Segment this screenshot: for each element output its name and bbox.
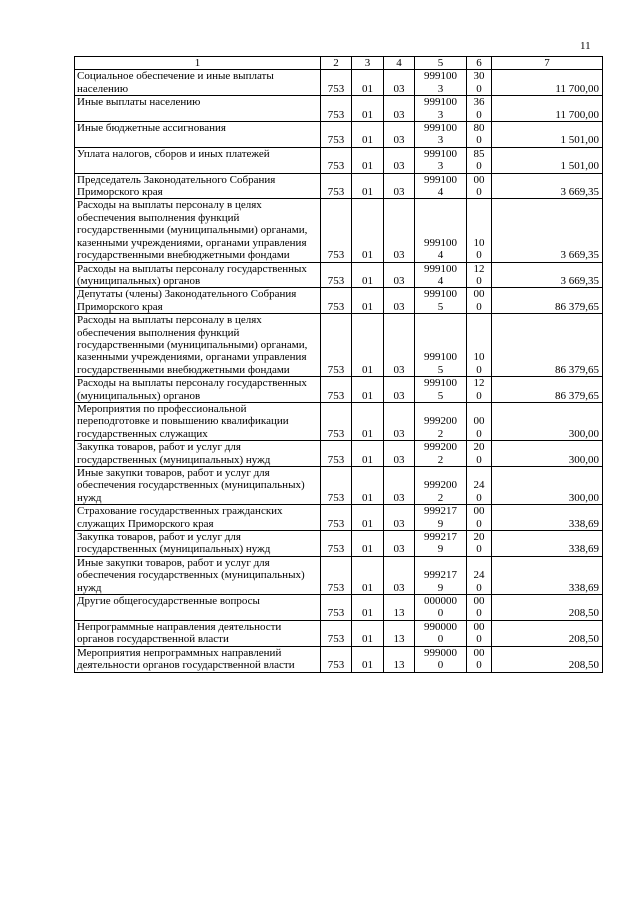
row-name: Уплата налогов, сборов и иных платежей [75,147,321,173]
row-amount: 300,00 [492,441,603,467]
header-col-1: 1 [75,57,321,70]
row-target-article-code: 999200 2 [415,441,467,467]
row-target-article-code: 000000 0 [415,595,467,621]
row-section-code: 01 [352,314,384,377]
row-amount: 86 379,65 [492,377,603,403]
row-target-article-code: 999000 0 [415,646,467,672]
row-subsection-code: 03 [384,556,415,594]
table-row [75,288,603,314]
row-subsection-code: 03 [384,531,415,557]
row-amount: 338,69 [492,505,603,531]
row-name: Непрограммные направления деятельности органов государственной власти [75,620,321,646]
row-expense-type-code: 85 0 [467,147,492,173]
row-expense-type-code: 36 0 [467,96,492,122]
table-row [75,96,603,122]
row-expense-type-code: 00 0 [467,646,492,672]
row-chapter-code: 753 [321,441,352,467]
row-amount: 1 501,00 [492,147,603,173]
row-amount: 338,69 [492,531,603,557]
row-expense-type-code: 24 0 [467,556,492,594]
row-expense-type-code: 00 0 [467,505,492,531]
row-amount: 208,50 [492,620,603,646]
row-target-article-code: 999100 3 [415,96,467,122]
row-subsection-code: 03 [384,441,415,467]
row-amount: 3 669,35 [492,262,603,288]
row-section-code: 01 [352,595,384,621]
row-section-code: 01 [352,556,384,594]
page-number: 11 [580,40,591,52]
row-name: Мероприятия по профессиональной переподготовке и повышению квалификации государственных служащих [75,402,321,440]
row-target-article-code: 999100 4 [415,262,467,288]
row-amount: 208,50 [492,646,603,672]
row-expense-type-code: 80 0 [467,122,492,148]
row-amount: 86 379,65 [492,314,603,377]
row-name: Иные закупки товаров, работ и услуг для обеспечения государственных (муниципальных) нужд [75,467,321,505]
row-amount: 208,50 [492,595,603,621]
row-amount: 11 700,00 [492,70,603,96]
table-header-row [75,57,603,70]
row-target-article-code: 999100 3 [415,122,467,148]
row-section-code: 01 [352,173,384,199]
row-target-article-code: 999100 3 [415,147,467,173]
row-chapter-code: 753 [321,199,352,262]
row-subsection-code: 03 [384,262,415,288]
row-subsection-code: 03 [384,314,415,377]
row-amount: 300,00 [492,402,603,440]
table-row [75,620,603,646]
row-expense-type-code: 00 0 [467,173,492,199]
row-chapter-code: 753 [321,122,352,148]
row-expense-type-code: 12 0 [467,262,492,288]
row-subsection-code: 03 [384,70,415,96]
row-section-code: 01 [352,122,384,148]
row-section-code: 01 [352,402,384,440]
table-row [75,122,603,148]
row-subsection-code: 03 [384,173,415,199]
row-target-article-code: 999100 4 [415,199,467,262]
header-col-7: 7 [492,57,603,70]
header-col-5: 5 [415,57,467,70]
row-subsection-code: 03 [384,122,415,148]
table-row [75,147,603,173]
row-chapter-code: 753 [321,505,352,531]
row-section-code: 01 [352,288,384,314]
row-name: Председатель Законодательного Собрания Приморского края [75,173,321,199]
table-row [75,199,603,262]
row-chapter-code: 753 [321,147,352,173]
table-row [75,70,603,96]
row-section-code: 01 [352,620,384,646]
row-amount: 338,69 [492,556,603,594]
table-row [75,314,603,377]
header-col-3: 3 [352,57,384,70]
row-chapter-code: 753 [321,288,352,314]
row-expense-type-code: 00 0 [467,402,492,440]
row-expense-type-code: 10 0 [467,314,492,377]
row-target-article-code: 999217 9 [415,556,467,594]
row-target-article-code: 999200 2 [415,402,467,440]
row-subsection-code: 13 [384,595,415,621]
table-row [75,505,603,531]
table-body [75,70,603,672]
row-subsection-code: 03 [384,402,415,440]
row-section-code: 01 [352,262,384,288]
row-amount: 3 669,35 [492,199,603,262]
row-name: Депутаты (члены) Законодательного Собрания Приморского края [75,288,321,314]
header-col-6: 6 [467,57,492,70]
row-chapter-code: 753 [321,556,352,594]
row-expense-type-code: 00 0 [467,620,492,646]
row-name: Расходы на выплаты персоналу государственных (муниципальных) органов [75,377,321,403]
row-subsection-code: 03 [384,96,415,122]
row-name: Социальное обеспечение и иные выплаты населению [75,70,321,96]
header-col-4: 4 [384,57,415,70]
row-amount: 11 700,00 [492,96,603,122]
row-chapter-code: 753 [321,467,352,505]
row-chapter-code: 753 [321,314,352,377]
row-subsection-code: 03 [384,505,415,531]
row-section-code: 01 [352,377,384,403]
row-section-code: 01 [352,646,384,672]
row-subsection-code: 03 [384,199,415,262]
row-name: Иные бюджетные ассигнования [75,122,321,148]
row-chapter-code: 753 [321,595,352,621]
row-chapter-code: 753 [321,402,352,440]
row-section-code: 01 [352,70,384,96]
row-amount: 1 501,00 [492,122,603,148]
row-chapter-code: 753 [321,377,352,403]
row-chapter-code: 753 [321,531,352,557]
row-expense-type-code: 20 0 [467,531,492,557]
row-chapter-code: 753 [321,620,352,646]
row-target-article-code: 999100 3 [415,70,467,96]
row-section-code: 01 [352,441,384,467]
row-chapter-code: 753 [321,173,352,199]
row-subsection-code: 03 [384,467,415,505]
row-target-article-code: 999100 5 [415,288,467,314]
row-target-article-code: 999100 5 [415,377,467,403]
table-row [75,262,603,288]
row-name: Страхование государственных гражданских служащих Приморского края [75,505,321,531]
row-name: Мероприятия непрограммных направлений деятельности органов государственной власти [75,646,321,672]
row-section-code: 01 [352,467,384,505]
row-subsection-code: 03 [384,288,415,314]
row-chapter-code: 753 [321,96,352,122]
row-target-article-code: 999200 2 [415,467,467,505]
row-section-code: 01 [352,505,384,531]
row-amount: 86 379,65 [492,288,603,314]
row-name: Иные закупки товаров, работ и услуг для обеспечения государственных (муниципальных) нужд [75,556,321,594]
row-target-article-code: 999217 9 [415,531,467,557]
row-amount: 300,00 [492,467,603,505]
row-target-article-code: 999217 9 [415,505,467,531]
row-section-code: 01 [352,147,384,173]
row-chapter-code: 753 [321,262,352,288]
row-expense-type-code: 24 0 [467,467,492,505]
table-row [75,556,603,594]
row-name: Закупка товаров, работ и услуг для государственных (муниципальных) нужд [75,531,321,557]
row-name: Расходы на выплаты персоналу в целях обеспечения выполнения функций государственными (муниципальными) органами, казенными учреждениями, органами управления государственными внебюджетными фондами [75,199,321,262]
header-col-2: 2 [321,57,352,70]
row-expense-type-code: 00 0 [467,595,492,621]
row-amount: 3 669,35 [492,173,603,199]
row-target-article-code: 990000 0 [415,620,467,646]
row-target-article-code: 999100 5 [415,314,467,377]
row-chapter-code: 753 [321,70,352,96]
table-row [75,377,603,403]
row-name: Другие общегосударственные вопросы [75,595,321,621]
row-chapter-code: 753 [321,646,352,672]
row-name: Иные выплаты населению [75,96,321,122]
row-subsection-code: 13 [384,620,415,646]
table-row [75,467,603,505]
row-subsection-code: 03 [384,377,415,403]
row-name: Расходы на выплаты персоналу в целях обеспечения выполнения функций государственными (муниципальными) органами, казенными учреждениями, органами управления государственными внебюджетными фондами [75,314,321,377]
row-section-code: 01 [352,96,384,122]
row-target-article-code: 999100 4 [415,173,467,199]
row-expense-type-code: 10 0 [467,199,492,262]
table-row [75,441,603,467]
budget-table [74,56,603,673]
table-row [75,402,603,440]
row-expense-type-code: 30 0 [467,70,492,96]
table-row [75,173,603,199]
row-section-code: 01 [352,199,384,262]
row-expense-type-code: 00 0 [467,288,492,314]
row-subsection-code: 03 [384,147,415,173]
row-section-code: 01 [352,531,384,557]
table-row [75,531,603,557]
table-row [75,646,603,672]
row-name: Закупка товаров, работ и услуг для государственных (муниципальных) нужд [75,441,321,467]
row-expense-type-code: 20 0 [467,441,492,467]
row-subsection-code: 13 [384,646,415,672]
row-expense-type-code: 12 0 [467,377,492,403]
table-row [75,595,603,621]
row-name: Расходы на выплаты персоналу государственных (муниципальных) органов [75,262,321,288]
